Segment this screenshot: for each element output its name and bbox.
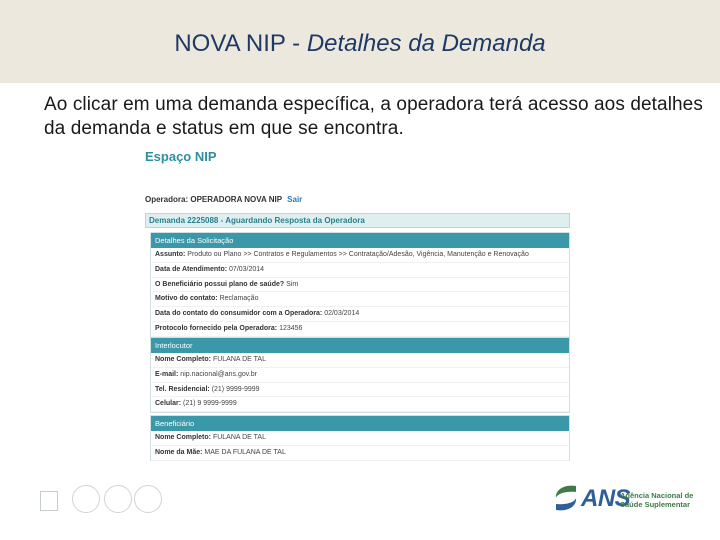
detail-row — [151, 383, 569, 398]
demand-status-text: Demanda 2225088 - Aguardando Resposta da Operadora — [149, 216, 365, 225]
section-detalhes — [150, 232, 570, 338]
section-header: Detalhes da Solicitação — [151, 233, 569, 248]
row-label: Nome da Mãe: — [155, 448, 203, 456]
row-value: FULANA DE TAL — [212, 434, 266, 441]
row-value: (21) 9 9999-9999 — [183, 400, 237, 408]
slide-title-subtitle: Detalhes da Demanda — [306, 30, 546, 57]
logout-link[interactable]: Sair — [287, 195, 303, 204]
section-interlocutor — [150, 337, 570, 413]
row-label: O Beneficiário possui plano de saúde? — [155, 280, 285, 288]
row-value: MAE DA FULANA DE TAL — [204, 448, 286, 456]
slide-title-main: NOVA NIP - — [174, 30, 301, 57]
detail-row — [151, 431, 569, 446]
ans-subtitle-line: Agência Nacional de — [620, 491, 694, 500]
embedded-screenshot — [145, 145, 575, 461]
detail-row — [151, 368, 569, 383]
row-label: Nome Completo: — [155, 434, 211, 441]
ans-logo-text: ANS — [581, 485, 631, 512]
row-value: FULANA DE TAL — [212, 356, 266, 363]
detail-row — [151, 307, 569, 322]
row-label: Protocolo fornecido pela Operadora: — [155, 324, 278, 332]
row-value: 123456 — [279, 324, 303, 332]
detail-row — [151, 353, 569, 368]
detail-row — [151, 322, 569, 337]
partner-logos — [40, 485, 160, 521]
row-value: Produto ou Plano >> Contratos e Regulamentos >> Contratação/Adesão, Vigência, Manutenção e Renovação — [187, 251, 529, 258]
ans-mark-icon — [552, 482, 580, 514]
government-emblem-icon — [40, 491, 58, 511]
row-label: Assunto: — [155, 251, 186, 258]
section-header: Beneficiário — [151, 416, 569, 431]
partner-seal-icon — [134, 485, 162, 513]
detail-row — [151, 248, 569, 263]
partner-seal-icon — [104, 485, 132, 513]
section-header: Interlocutor — [151, 338, 569, 353]
ans-subtitle-line: Saúde Suplementar — [620, 500, 691, 509]
row-label: Nome Completo: — [155, 356, 211, 363]
partner-seal-icon — [72, 485, 100, 513]
detail-row — [151, 397, 569, 412]
ans-subtitle — [620, 491, 693, 509]
row-value: (21) 9999-9999 — [211, 385, 260, 393]
detail-row — [151, 263, 569, 278]
slide-body-text: Ao clicar em uma demanda específica, a operadora terá acesso aos detalhes da demanda e status em que se encontra. — [44, 94, 703, 139]
detail-row — [151, 292, 569, 307]
app-title: Espaço NIP — [145, 149, 217, 164]
row-label: Data de Atendimento: — [155, 265, 228, 273]
row-label: E-mail: — [155, 370, 179, 378]
slide-title — [0, 30, 720, 58]
row-label: Motivo do contato: — [155, 295, 218, 303]
operator-label: Operadora: OPERADORA NOVA NIP — [145, 195, 282, 204]
row-label: Data do contato do consumidor com a Operadora: — [155, 310, 323, 318]
row-value: nip.nacional@ans.gov.br — [180, 370, 257, 378]
row-value: 07/03/2014 — [229, 265, 265, 273]
detail-row — [151, 446, 569, 461]
row-label: Celular: — [155, 400, 182, 408]
detail-row — [151, 278, 569, 293]
row-value: Reclamação — [219, 295, 259, 303]
operator-line — [145, 195, 302, 204]
demand-status-bar — [145, 213, 570, 228]
section-beneficiario — [150, 415, 570, 461]
row-value: 02/03/2014 — [324, 310, 360, 318]
ans-logo — [552, 480, 712, 520]
row-value: Sim — [286, 280, 299, 288]
row-label: Tel. Residencial: — [155, 385, 210, 393]
